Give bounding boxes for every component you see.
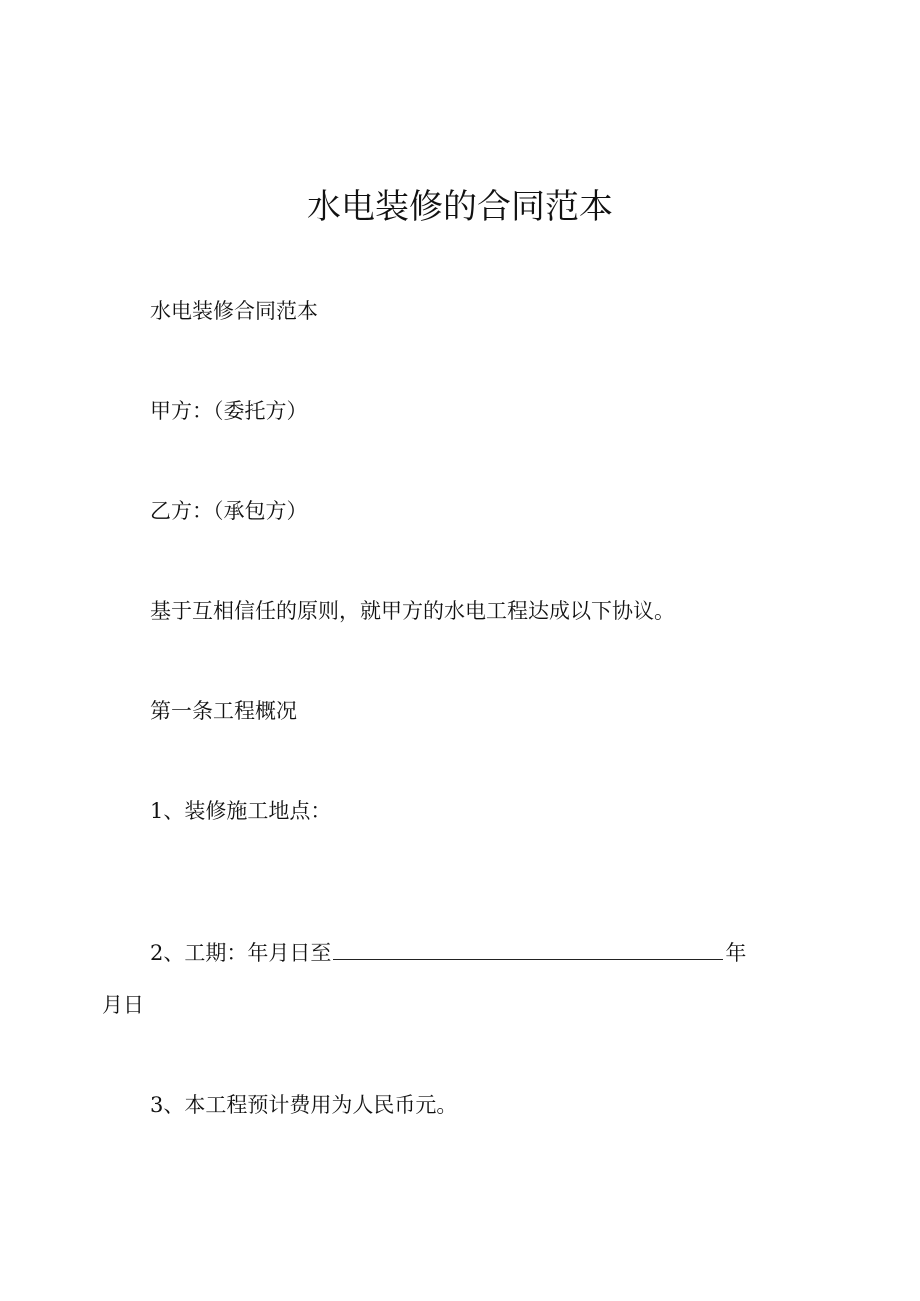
party-a-line: 甲方：（委托方）	[150, 399, 308, 423]
document-title: 水电装修的合同范本	[307, 187, 613, 227]
fill-in-blank-line	[333, 939, 723, 960]
party-b-line: 乙方：（承包方）	[150, 499, 308, 523]
item-1-location: 1、装修施工地点：	[150, 799, 332, 823]
item-3-cost: 3、本工程预计费用为人民币元。	[150, 1093, 458, 1117]
item-2-wrap-text: 月日	[102, 993, 144, 1017]
contract-subtitle: 水电装修合同范本	[150, 299, 318, 323]
item-2-duration	[150, 938, 746, 968]
item-2-prefix: 2、工期：年月日至	[150, 941, 332, 965]
article-1-heading: 第一条工程概况	[150, 699, 297, 723]
preamble-paragraph: 基于互相信任的原则，就甲方的水电工程达成以下协议。	[150, 599, 675, 623]
item-2-suffix: 年	[725, 941, 747, 965]
